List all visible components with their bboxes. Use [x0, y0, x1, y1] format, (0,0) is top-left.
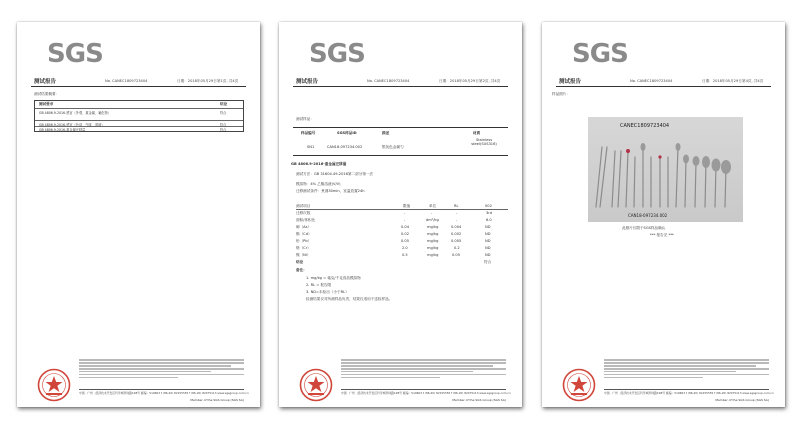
result-row-item: 镍（Ni） — [296, 253, 311, 257]
red-seal-stamp-icon — [299, 368, 333, 402]
report-number: No. CANEC1809723404 — [630, 79, 673, 83]
table-row-3-result: 符合 — [220, 128, 227, 132]
page-number: 第4页, 共4页 — [742, 79, 764, 83]
sgs-logo: SGS — [309, 39, 365, 69]
sample-id: CAN18-097234.002 — [327, 145, 363, 149]
section-label: 测试结果概要： — [34, 92, 60, 96]
result-header-limit: 限值 — [403, 204, 411, 208]
header-rule — [293, 86, 508, 87]
simulant: 模拟物：4% 乙酸溶液(V/V) — [296, 182, 341, 186]
report-title: 测试报告 — [296, 79, 319, 85]
footer-address: 中国 · 广州 · 经济技术开发区科学城科珠路198号 邮编：510663 t (86-20) 82155555 f (86-20) 82075113 www.sgsgroup.com.cn — [341, 391, 511, 395]
sample-desc: 银灰色金属勺 — [382, 145, 404, 149]
result-row-conclusion: 结论 — [296, 260, 304, 264]
sample-material: Stainless steel(SUS316) — [471, 138, 497, 146]
report-page-1 — [17, 22, 260, 407]
test-condition: 迁移测试条件：煮沸30min，室温放置24h — [296, 189, 365, 193]
report-title: 测试报告 — [34, 79, 57, 85]
footer-terms — [341, 358, 506, 380]
sample-header-id: SGS样品ID — [337, 131, 357, 135]
cutlery-sample-image — [588, 117, 743, 222]
note-4: 检测结果仅对所测样品负责，结果仅适用于送检样品。 — [306, 297, 393, 301]
page-number: 第2页, 共4页 — [479, 79, 501, 83]
table-header-item: 测试要求 — [39, 102, 54, 106]
result-row-item: 面积/体积比 — [296, 218, 316, 222]
sgs-logo: SGS — [47, 39, 103, 69]
footer-address: 中国 · 广州 · 经济技术开发区科学城科珠路198号 邮编：510663 t (86-20) 82155555 f (86-20) 82075113 www.sgsgroup.com.cn — [79, 391, 249, 395]
note-3: 3. ND=未检出（小于RL） — [306, 290, 349, 294]
report-date: 日期：2018年05月29日 — [177, 79, 217, 83]
table-row-1-item: GB 4806.9-2016-感官（外观、重金属、氟化物） — [39, 111, 111, 115]
report-number: No. CANEC1809723404 — [367, 79, 410, 83]
report-end-mark: *** 报告完 *** — [650, 233, 674, 237]
result-row-item: 迁移次数 — [296, 211, 311, 215]
photo-sample-label: CAN18-097234.002 — [628, 213, 668, 218]
result-row-item: 铅（Pb） — [296, 239, 312, 243]
result-row-item: 砷（As） — [296, 225, 312, 229]
sgs-logo: SGS — [572, 39, 628, 69]
footer-member: Member of the SGS Group (SGS SA) — [452, 398, 506, 402]
result-header-rl: RL — [454, 204, 459, 208]
result-header-item: 测试项目 — [296, 204, 311, 208]
footer-terms — [604, 358, 769, 380]
header-rule — [31, 86, 246, 87]
red-seal-stamp-icon — [37, 368, 71, 402]
summary-table — [34, 100, 244, 132]
table-row-1-result: 符合 — [220, 111, 227, 115]
table-row-3-item: GB 4806.9-2016-重金属迁移量 — [39, 128, 86, 132]
test-method: 测试方法：GB 31604.49-2016第二部分第一法 — [296, 172, 374, 176]
footer-terms — [79, 358, 244, 380]
footer-member: Member of the SGS Group (SGS SA) — [715, 398, 769, 402]
footer-address: 中国 · 广州 · 经济技术开发区科学城科珠路198号 邮编：510663 t (86-20) 82155555 f (86-20) 82075113 www.sgsgroup.com.cn — [604, 391, 774, 395]
photo-report-label: CANEC1809723404 — [620, 123, 670, 129]
table-row-2-item: GB 4806.9-2016-感官（色泽、气味、滋味） — [39, 122, 105, 127]
report-page-2: SGS 测试报告 No. CANEC1809723404 日期：2018年05月29日 第2页, 共4页 测试样品： 样品编号 SGS样品ID 描述 材质 SN1 CAN18-097234.002 银灰色金属勺 Stainless steel(SUS316) GB 4806.9-2016-重金属迁移量 测试方法：GB 31604.49-2016第二部分第一法 模拟物：4% 乙酸溶液(V/V) 迁移测试条件：煮沸30min，室温放置24h 测试项目 限值 单位 RL 002 迁移次数 - - - 3rd 面积/体积比 - dm²/kg - 6.0 砷（As） 0.04 mg/kg 0.004 ND 镉（Cd） 0.02 mg/kg 0.002 ND 铅（Pb） 0.05 mg/kg 0.005 ND 铬（Cr） 2.0 mg/kg 0.2 ND 镍（Ni） 0.5 mg/kg 0.05 ND 结论 符合 备注： 1. mg/kg = 毫克/千克食品模拟物 2. RL = 报告限 3. ND=未检出（小于RL） 检测结果仅对所测样品负责，结果仅适用于送检样品。 中国 · 广州 · 经济技术开发区科学城科珠路198号 邮编：510663 t (86-20) 82155555 f (86-20) 82075113 www.sgsgroup.com.cn Member of the SGS Group (SGS SA) — [279, 22, 522, 407]
sample-label: 测试样品： — [296, 117, 314, 121]
result-header-sample: 002 — [485, 204, 492, 208]
photo-caption: 此照片仅限于SGS样品确认 — [622, 226, 666, 230]
report-number: No. CANEC1809723404 — [105, 79, 148, 83]
note-1: 1. mg/kg = 毫克/千克食品模拟物 — [306, 276, 361, 280]
notes-title: 备注： — [296, 268, 307, 272]
sample-no: SN1 — [307, 145, 315, 149]
report-date: 日期：2018年05月29日 — [702, 79, 742, 83]
sample-header-desc: 描述 — [382, 131, 390, 135]
report-date: 日期：2018年05月29日 — [439, 79, 479, 83]
photo-section-label: 样品照片： — [552, 92, 570, 96]
sample-photo — [588, 117, 743, 222]
sample-header-material: 材质 — [473, 131, 481, 135]
table-row-2-result: 符合 — [220, 122, 227, 127]
red-seal-stamp-icon — [562, 368, 596, 402]
table-header-result: 结论 — [220, 102, 228, 106]
result-row-item: 镉（Cd） — [296, 232, 312, 236]
note-2: 2. RL = 报告限 — [306, 283, 332, 287]
report-title: 测试报告 — [559, 79, 582, 85]
sample-header-no: 样品编号 — [301, 131, 316, 135]
report-page-3 — [542, 22, 785, 407]
method-title: GB 4806.9-2016-重金属迁移量 — [291, 162, 347, 166]
header-rule — [556, 86, 771, 87]
result-row-item: 铬（Cr） — [296, 246, 311, 250]
result-header-unit: 单位 — [429, 204, 437, 208]
footer-member: Member of the SGS Group (SGS SA) — [190, 398, 244, 402]
page-number: 第1页, 共4页 — [217, 79, 239, 83]
